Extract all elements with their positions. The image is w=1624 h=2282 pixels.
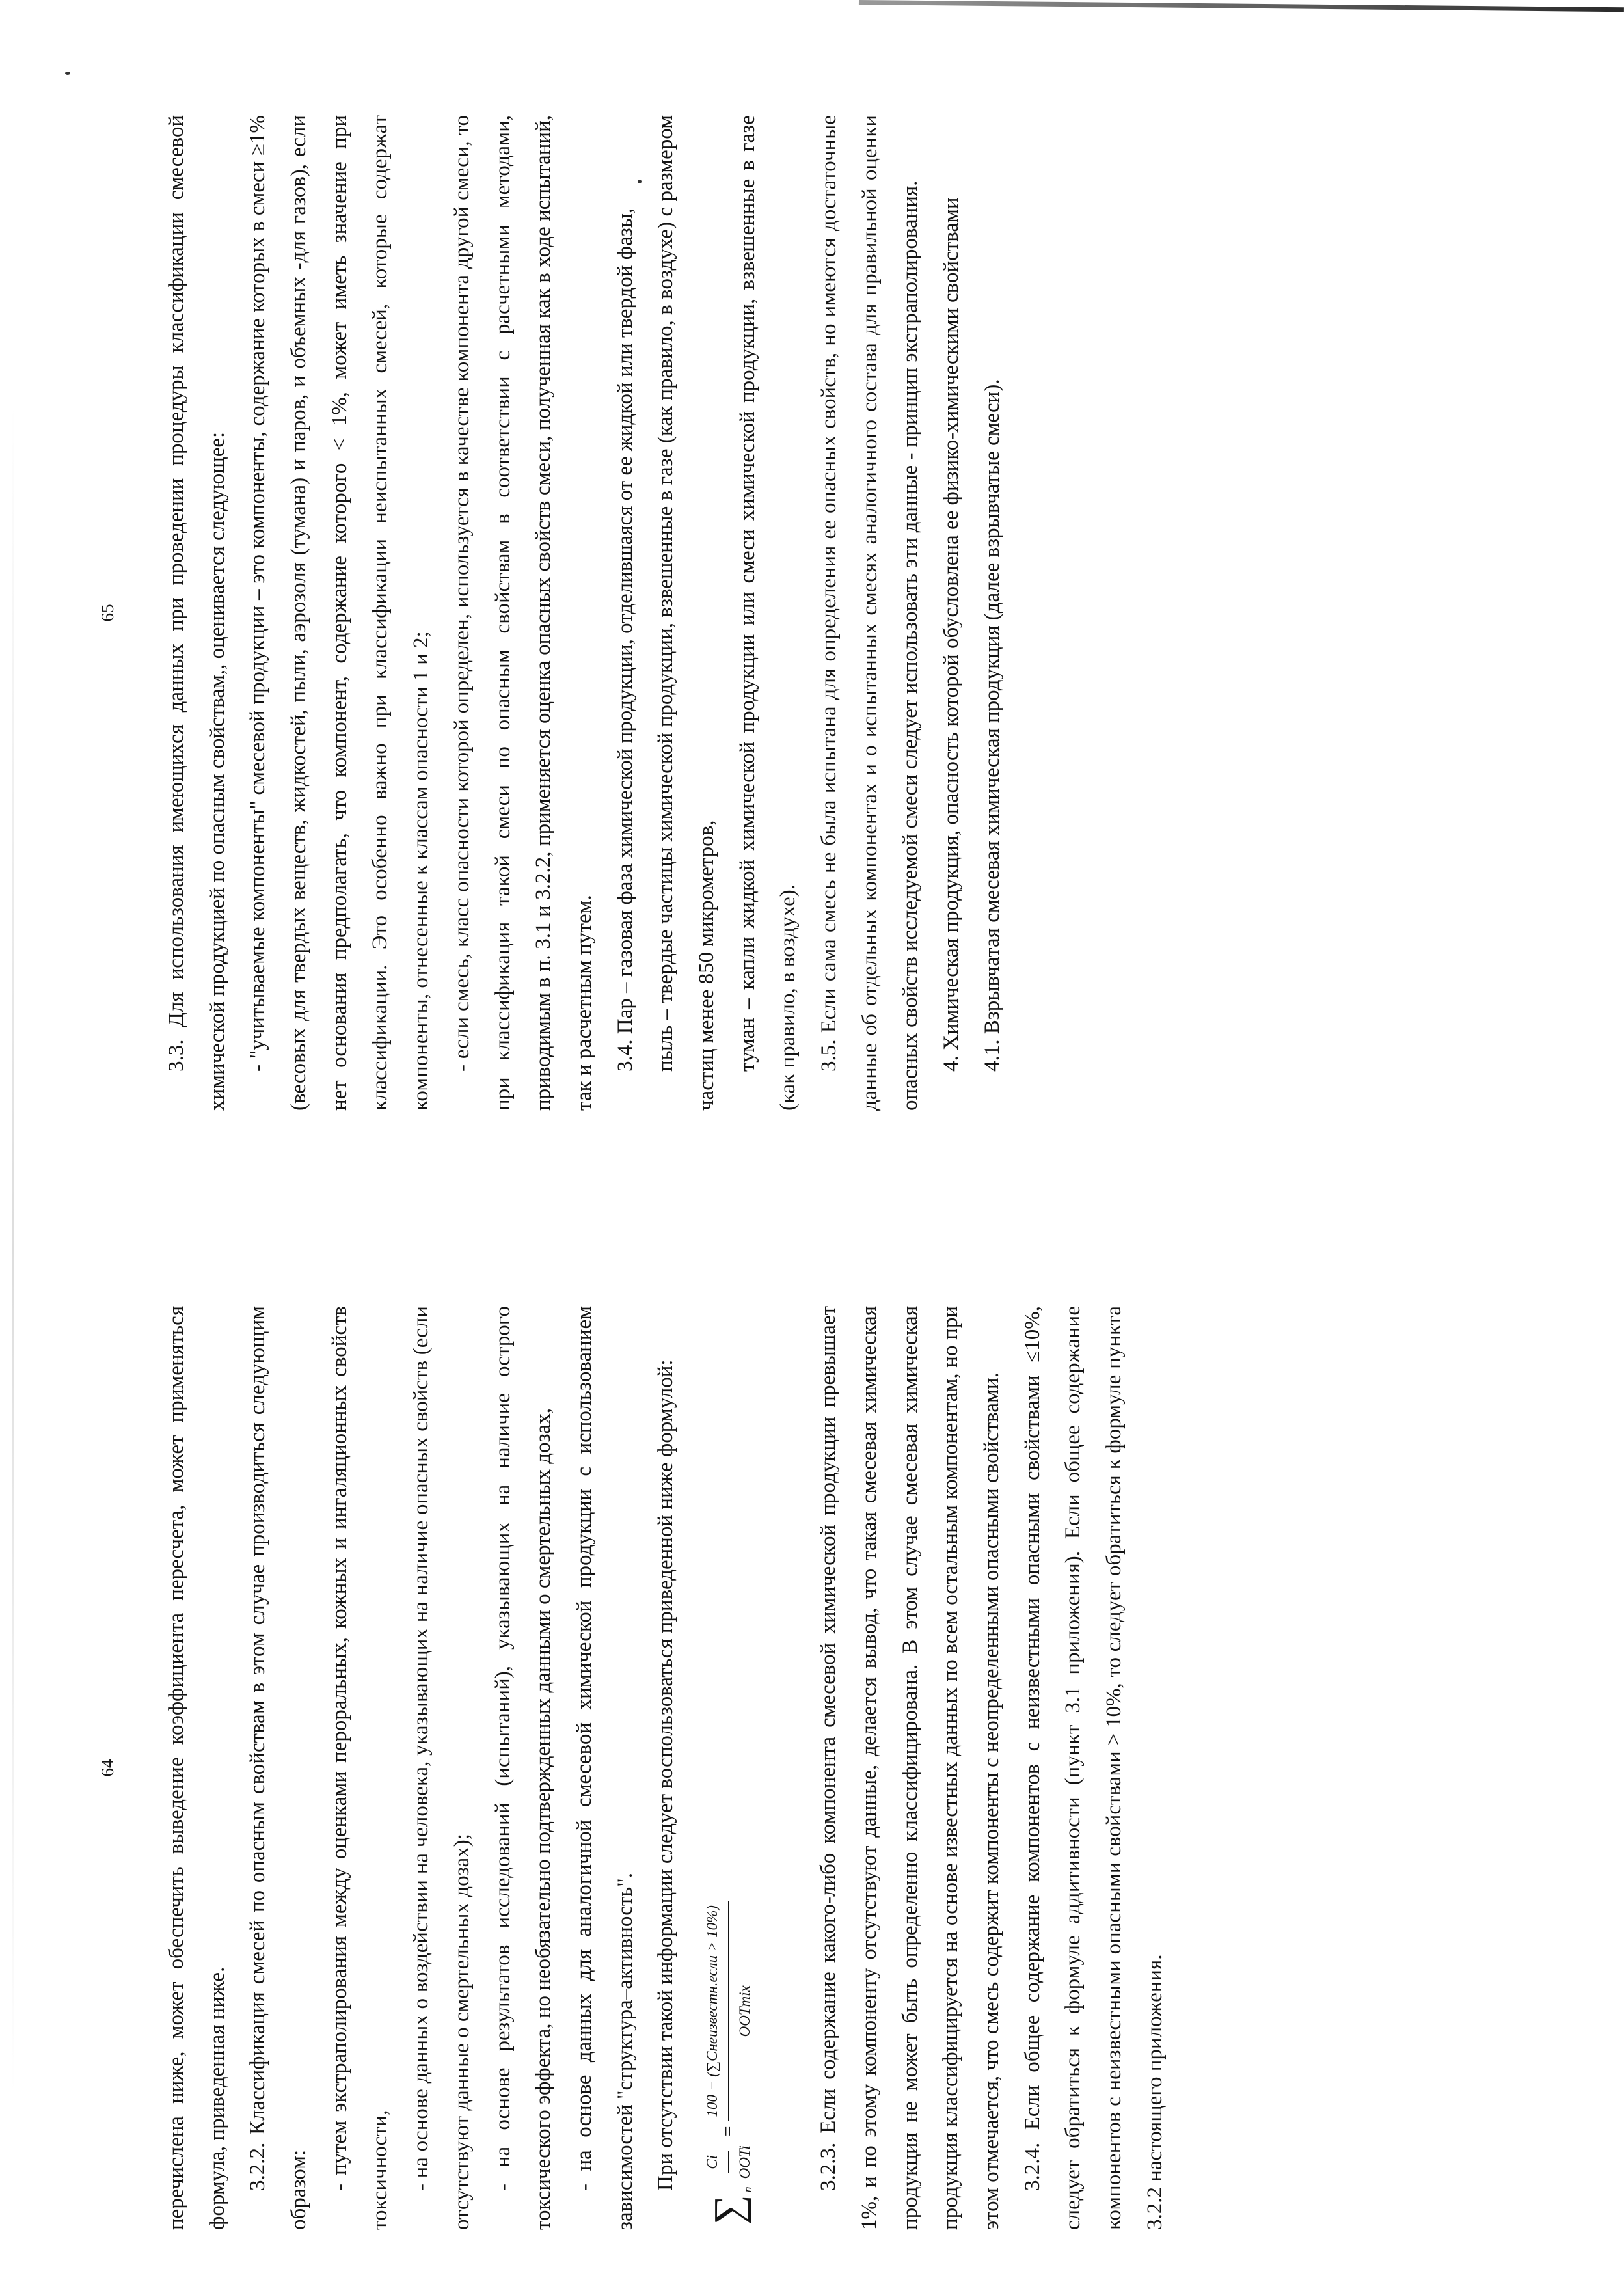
equals-sign: = — [718, 2126, 739, 2137]
rhs-denominator: OOTmix — [736, 1985, 753, 2037]
paragraph: 3.5. Если сама смесь не была испытана для определения ее опасных свойств, но имеются достаточные данные об отдельных компонентах и о испытанных смесях аналогичного состава для правильной оценки опасных свойств исследуемой смеси следует использовать эти данные - принцип экстраполирования. — [817, 115, 923, 1111]
paragraph: перечислена ниже, может обеспечить выведение коэффициента пересчета, может применяться формула, приведенная ниже. — [165, 1306, 229, 2230]
sigma-symbol: ∑ — [705, 2195, 751, 2225]
sum-index: n — [741, 2186, 755, 2193]
page-64 — [0, 1306, 1624, 2230]
paragraph: 3.3. Для использования имеющихся данных при проведении процедуры классификации смесевой химической продукцией по опасным свойствам,, оценивается следующее: — [165, 115, 229, 1111]
lhs-numerator: Ci — [698, 2151, 729, 2173]
spacer — [768, 1306, 808, 2230]
subsection-heading: 4.1. Взрывчатая смесевая химическая продукция (далее взрывчатые смеси). — [980, 379, 1004, 1072]
lhs-denominator: OOTi — [736, 2145, 753, 2179]
paragraph: 3.2.4. Если общее содержание компонентов с неизвестными опасными свойствами ≤10%, следует обратиться к формуле аддитивности (пункт 3.1 приложения). Если общее содержание компонентов с неизвестными опасными свойствами > 10%, то следует обратиться к формуле пункта 3.2.2 настоящего приложения. — [1020, 1306, 1167, 2230]
page-number-left: 64 — [98, 1759, 117, 1777]
list-item: - путем экстраполирования между оценками пероральных, кожных и ингаляционных свойств токсичности, — [327, 1306, 392, 2230]
list-item: - если смесь, класс опасности которой определен, используется в качестве компонента другой смеси, то при классификация такой смеси по опасным свойствам в соответствии с расчетными методами, приводимым в п. 3.1 и 3.2.2, применяется оценка опасных свойств смеси, полученная как в ходе испытаний, так и расчетным путем. — [450, 115, 596, 1111]
paragraph: 3.2.3. Если содержание какого-либо компонента смесевой химической продукции превышает 1%, и по этому компоненту отсутствуют данные, делается вывод, что такая смесевая химическая продукция не может быть определенно классифицирована. В этом случае смесевая химическая продукция классифицируется на основе известных данных по всем остальным компонентам, но при этом отмечается, что смесь содержит компоненты с неопределенными опасными свойствами. — [817, 1306, 1004, 2230]
list-item: - на основе данных о воздействии на человека, указывающих на наличие опасных свойств (если отсутствуют данные о смертельных дозах); — [409, 1306, 474, 2230]
page-number-right: 65 — [98, 604, 117, 622]
toxicity-formula — [698, 1306, 759, 2230]
list-item: - "учитываемые компоненты" смесевой продукции – это компоненты, содержание которых в смеси ≥1% (весовых для твердых веществ, жидкостей, пыли, аэрозоля (тумана) и паров, и объемных -для газов), если нет основания предполагать, что компонент, содержание которого < 1%, может иметь значение при классификации. Это особенно важно при классификации неиспытанных смесей, которые содержат компоненты, отнесенные к классам опасности 1 и 2; — [246, 115, 433, 1111]
formula-lhs — [698, 2141, 759, 2182]
section-heading: 4. Химическая продукция, опасность которой обусловлена ее физико-химическими свойствами — [940, 197, 964, 1072]
paragraph: 3.2.2. Классификация смесей по опасным свойствам в этом случае производиться следующим образом: — [246, 1306, 311, 2230]
paragraph: пыль – твердые частицы химической продукции, взвешенные в газе (как правило, в воздухе) с размером частиц менее 850 микрометров, — [654, 115, 718, 1111]
page-65 — [0, 115, 1624, 1111]
paragraph: туман – капли жидкой химической продукции или смеси химической продукции, взвешенные в газе (как правило, в воздухе). — [735, 115, 800, 1111]
rhs-numerator: 100 − (∑Cнеизвестн.если > 10%) — [698, 1901, 729, 2121]
list-item: - на основе данных для аналогичной смесевой химической продукции с использованием зависимостей "структура–активность". — [572, 1306, 637, 2230]
page-64-text — [156, 1306, 1176, 2230]
paragraph: При отсутствии такой информации следует воспользоваться приведенной ниже формулой: — [654, 1359, 678, 2191]
formula-rhs — [698, 1901, 759, 2121]
list-item: - на основе результатов исследований (испытаний), указывающих на наличие острого токсического эффекта, но необязательно подтвержденных данными о смертельных дозах, — [491, 1306, 556, 2230]
page-65-text — [156, 115, 1012, 1111]
paragraph: 3.4. Пар – газовая фаза химической продукции, отделившаяся от ее жидкой или твердой фазы, — [613, 208, 637, 1072]
